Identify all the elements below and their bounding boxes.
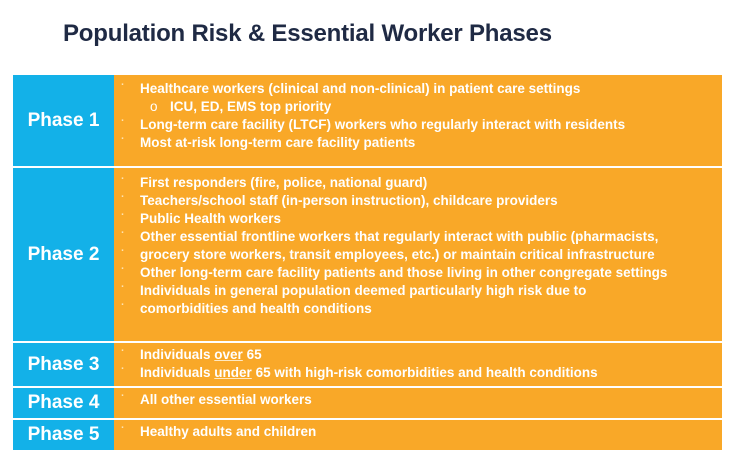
list-item: · Long-term care facility (LTCF) workers who regularly interact with residents xyxy=(140,116,716,134)
list-item: · Healthy adults and children xyxy=(140,423,716,441)
phase-2-label: Phase 2 xyxy=(13,167,114,342)
phase-1-row xyxy=(13,75,722,167)
list-item: · Teachers/school staff (in-person instruction), childcare providers xyxy=(140,192,716,210)
phase-3-content xyxy=(114,342,722,387)
phase-4-row xyxy=(13,387,722,419)
phases-table xyxy=(13,75,722,450)
list-item: · Healthcare workers (clinical and non-clinical) in patient care settings xyxy=(140,80,716,98)
list-item: · All other essential workers xyxy=(140,391,716,409)
list-item: · Public Health workers xyxy=(140,210,716,228)
phase-3-row xyxy=(13,342,722,387)
phase-4-content xyxy=(114,387,722,419)
list-item: · Other long-term care facility patients and those living in other congregate settings xyxy=(140,264,716,282)
list-item: · Other essential frontline workers that regularly interact with public (pharmacists, xyxy=(140,228,716,246)
list-item: · comorbidities and health conditions xyxy=(140,300,716,318)
phase-5-row xyxy=(13,419,722,450)
list-item: o ICU, ED, EMS top priority xyxy=(150,99,332,114)
list-item: · Most at-risk long-term care facility patients xyxy=(140,134,716,152)
page-title: Population Risk & Essential Worker Phases xyxy=(63,20,552,47)
phase-4-label: Phase 4 xyxy=(13,387,114,419)
phase-1-label: Phase 1 xyxy=(13,75,114,167)
list-item: · First responders (fire, police, national guard) xyxy=(140,174,716,192)
phase-2-row xyxy=(13,167,722,342)
list-item: · grocery store workers, transit employees, etc.) or maintain critical infrastructure xyxy=(140,246,716,264)
phase-1-content xyxy=(114,75,722,167)
phase-3-label: Phase 3 xyxy=(13,342,114,387)
list-item: · Individuals under 65 with high-risk comorbidities and health conditions xyxy=(140,364,716,382)
phase-2-content xyxy=(114,167,722,342)
phase-5-content xyxy=(114,419,722,450)
phase-5-label: Phase 5 xyxy=(13,419,114,450)
circle-bullet-icon: o xyxy=(150,99,158,114)
list-item: · Individuals over 65 xyxy=(140,346,716,364)
list-item: · Individuals in general population deemed particularly high risk due to xyxy=(140,282,716,300)
